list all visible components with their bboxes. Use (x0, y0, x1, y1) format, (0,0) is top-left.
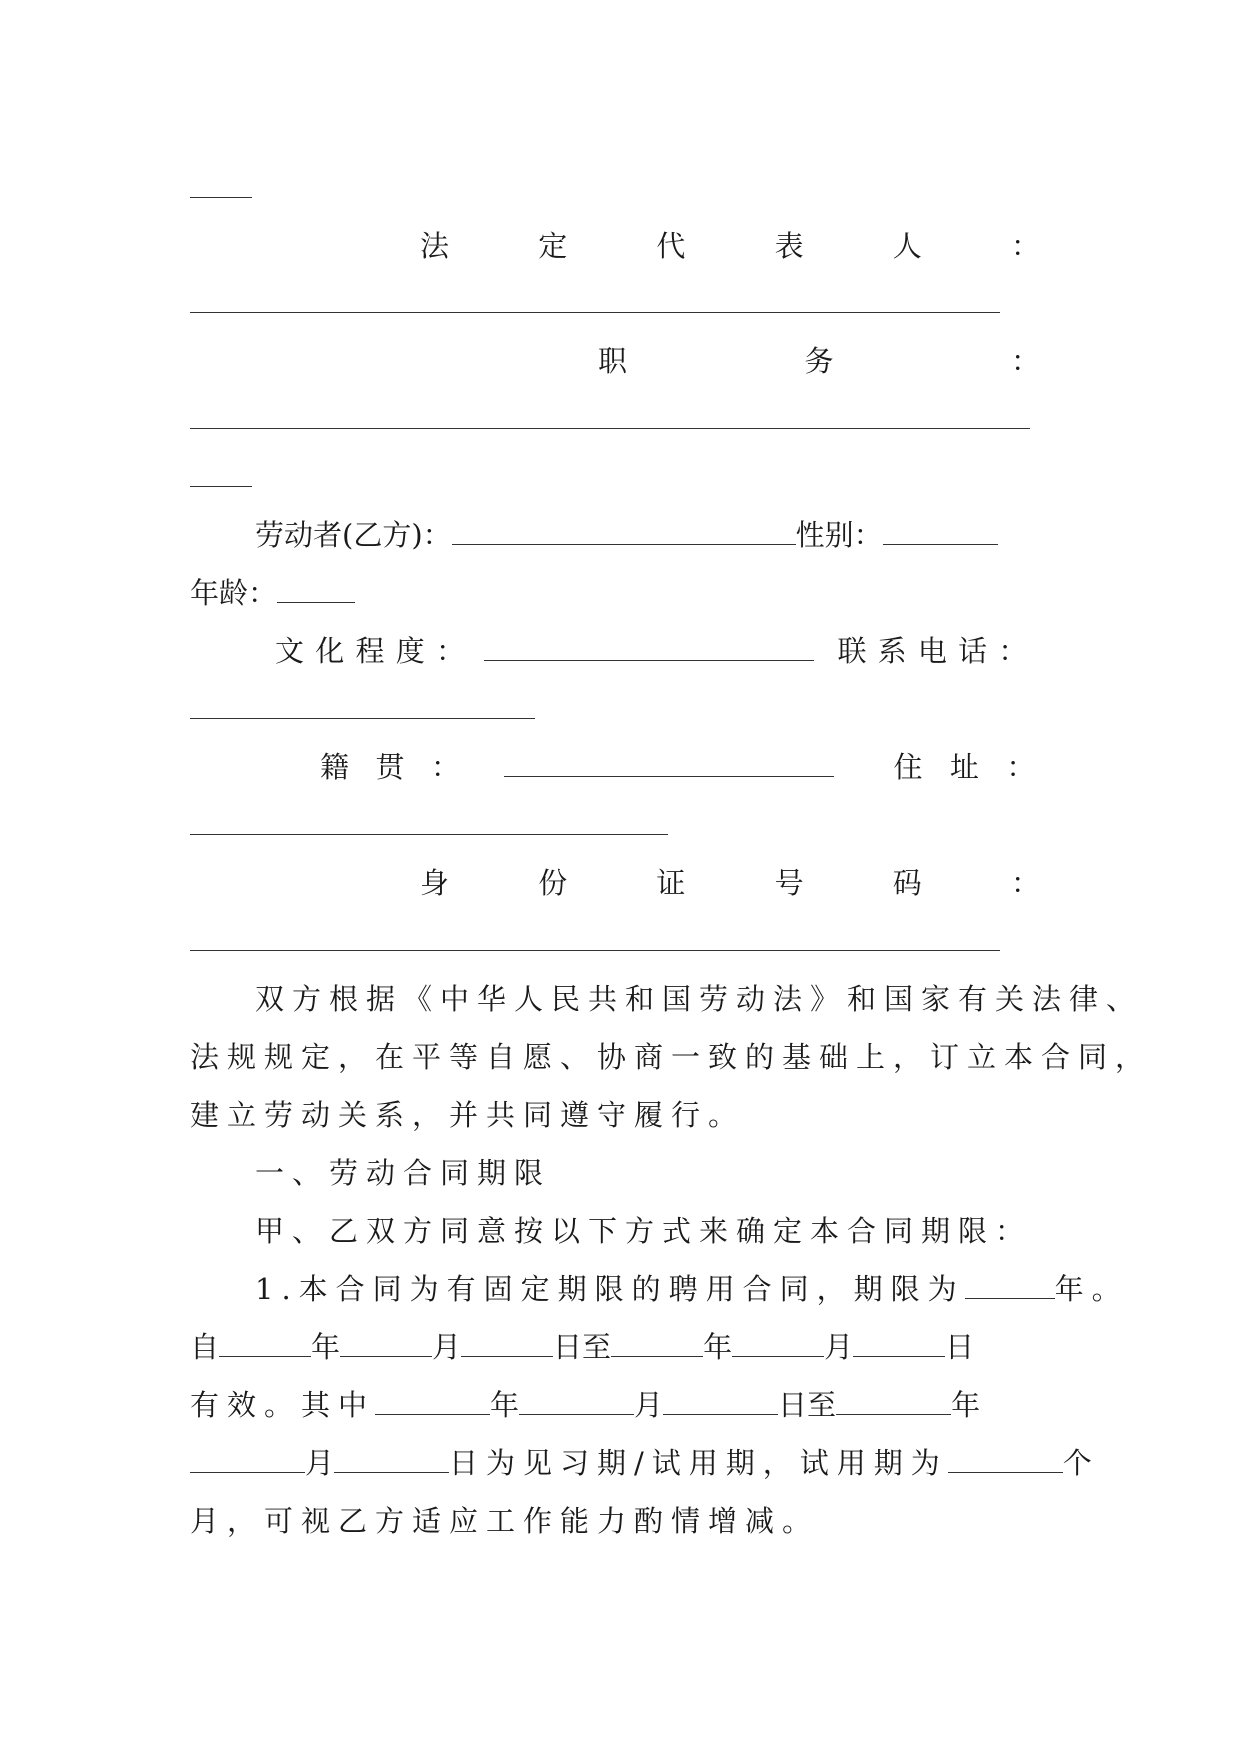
from-label: 自 (190, 1330, 220, 1364)
trial-label: 日为见习期/试用期，试用期为 (449, 1446, 948, 1480)
date-range-line (190, 1327, 1050, 1367)
start-year-blank[interactable] (219, 1330, 311, 1357)
phone-char: 联 (837, 634, 867, 668)
education-label (275, 631, 465, 671)
month-label: 月 (432, 1330, 462, 1364)
month-label: 月 (824, 1330, 854, 1364)
start-month-blank[interactable] (340, 1330, 432, 1357)
education-blank[interactable] (484, 634, 814, 661)
year-label: 年 (311, 1330, 341, 1364)
sub-clause: 甲、乙双方同意按以下方式来确定本合同期限： (255, 1214, 1033, 1248)
position-char: 务 (804, 344, 834, 378)
trial-end-month-blank[interactable] (190, 1446, 305, 1473)
legal-rep-char: 定 (538, 229, 568, 263)
phone-blank[interactable] (190, 718, 535, 719)
id-row (420, 863, 1040, 903)
trial-range-line (190, 1385, 1050, 1425)
term-years-blank[interactable] (965, 1272, 1055, 1299)
age-blank[interactable] (277, 576, 355, 603)
address-blank[interactable] (190, 834, 668, 835)
education-row (275, 631, 1045, 671)
trial-end-day-blank[interactable] (334, 1446, 449, 1473)
education-char: ： (435, 634, 465, 668)
item-1-line (255, 1269, 1129, 1309)
day-label: 日 (945, 1330, 975, 1364)
position-row (598, 341, 1040, 381)
phone-label (837, 631, 1027, 671)
id-colon: ： (1010, 866, 1040, 900)
day-to-label: 日至 (778, 1388, 837, 1422)
trial-start-month-blank[interactable] (519, 1388, 634, 1415)
section-heading: 一、劳动合同期限 (255, 1156, 552, 1190)
legal-rep-char: 人 (892, 229, 922, 263)
position-blank[interactable] (190, 428, 1030, 429)
age-label: 年龄： (190, 576, 278, 610)
legal-rep-char: 代 (656, 229, 686, 263)
trial-period-line (190, 1443, 1092, 1483)
education-char: 文 (275, 634, 305, 668)
id-char: 号 (774, 866, 804, 900)
origin-char: ： (430, 750, 460, 784)
address-char: ： (1006, 750, 1036, 784)
intro-line-3: 建立劳动关系，并共同遵守履行。 (190, 1098, 746, 1132)
id-char: 身 (420, 866, 450, 900)
position-colon: ： (1010, 344, 1040, 378)
education-char: 度 (395, 634, 425, 668)
worker-name-blank[interactable] (452, 518, 796, 545)
year-label: 年 (703, 1330, 733, 1364)
position-blank-cont[interactable] (190, 486, 252, 487)
trial-start-year-blank[interactable] (375, 1388, 490, 1415)
legal-rep-char: 表 (774, 229, 804, 263)
phone-char: 系 (877, 634, 907, 668)
year-label: 年 (490, 1388, 520, 1422)
blank-line (190, 197, 252, 198)
adjust-line: 月，可视乙方适应工作能力酌情增减。 (190, 1504, 820, 1538)
id-char: 证 (656, 866, 686, 900)
address-char: 址 (949, 750, 979, 784)
education-char: 化 (315, 634, 345, 668)
worker-gender-blank[interactable] (883, 518, 998, 545)
worker-name-label: 劳动者(乙方)： (255, 518, 452, 552)
day-to-label: 日至 (553, 1330, 612, 1364)
trial-end-year-blank[interactable] (836, 1388, 951, 1415)
phone-char: 电 (917, 634, 947, 668)
address-label (893, 747, 1035, 787)
end-month-blank[interactable] (732, 1330, 824, 1357)
item-1-text: 1.本合同为有固定期限的聘用合同，期限为 (255, 1272, 965, 1306)
education-char: 程 (355, 634, 385, 668)
address-char: 住 (893, 750, 923, 784)
end-year-blank[interactable] (611, 1330, 703, 1357)
month-label: 月 (634, 1388, 664, 1422)
item-1-end: 年。 (1054, 1272, 1129, 1306)
origin-label (320, 747, 460, 787)
end-day-blank[interactable] (853, 1330, 945, 1357)
month-label: 月 (305, 1446, 335, 1480)
effective-label: 有效。其中 (190, 1388, 376, 1422)
phone-char: 话 (958, 634, 988, 668)
phone-char: ： (998, 634, 1028, 668)
trial-months-blank[interactable] (948, 1446, 1063, 1473)
origin-char: 贯 (375, 750, 405, 784)
legal-rep-colon: ： (1010, 229, 1040, 263)
year-label: 年 (951, 1388, 981, 1422)
origin-row (320, 747, 1045, 787)
origin-char: 籍 (320, 750, 350, 784)
id-char: 码 (892, 866, 922, 900)
legal-rep-blank[interactable] (190, 312, 1000, 313)
intro-line-1: 双方根据《中华人民共和国劳动法》和国家有关法律、 (255, 982, 1144, 1016)
month-unit-label: 个 (1062, 1446, 1092, 1480)
legal-rep-row (420, 226, 1040, 266)
intro-line-2: 法规规定，在平等自愿、协商一致的基础上，订立本合同， (190, 1040, 1153, 1074)
age-row (190, 573, 1050, 613)
position-char: 职 (598, 344, 628, 378)
legal-rep-char: 法 (420, 229, 450, 263)
start-day-blank[interactable] (461, 1330, 553, 1357)
id-blank[interactable] (190, 950, 1000, 951)
trial-start-day-blank[interactable] (663, 1388, 778, 1415)
id-char: 份 (538, 866, 568, 900)
worker-row (255, 515, 1055, 555)
worker-gender-label: 性别： (795, 518, 883, 552)
origin-blank[interactable] (504, 750, 834, 777)
